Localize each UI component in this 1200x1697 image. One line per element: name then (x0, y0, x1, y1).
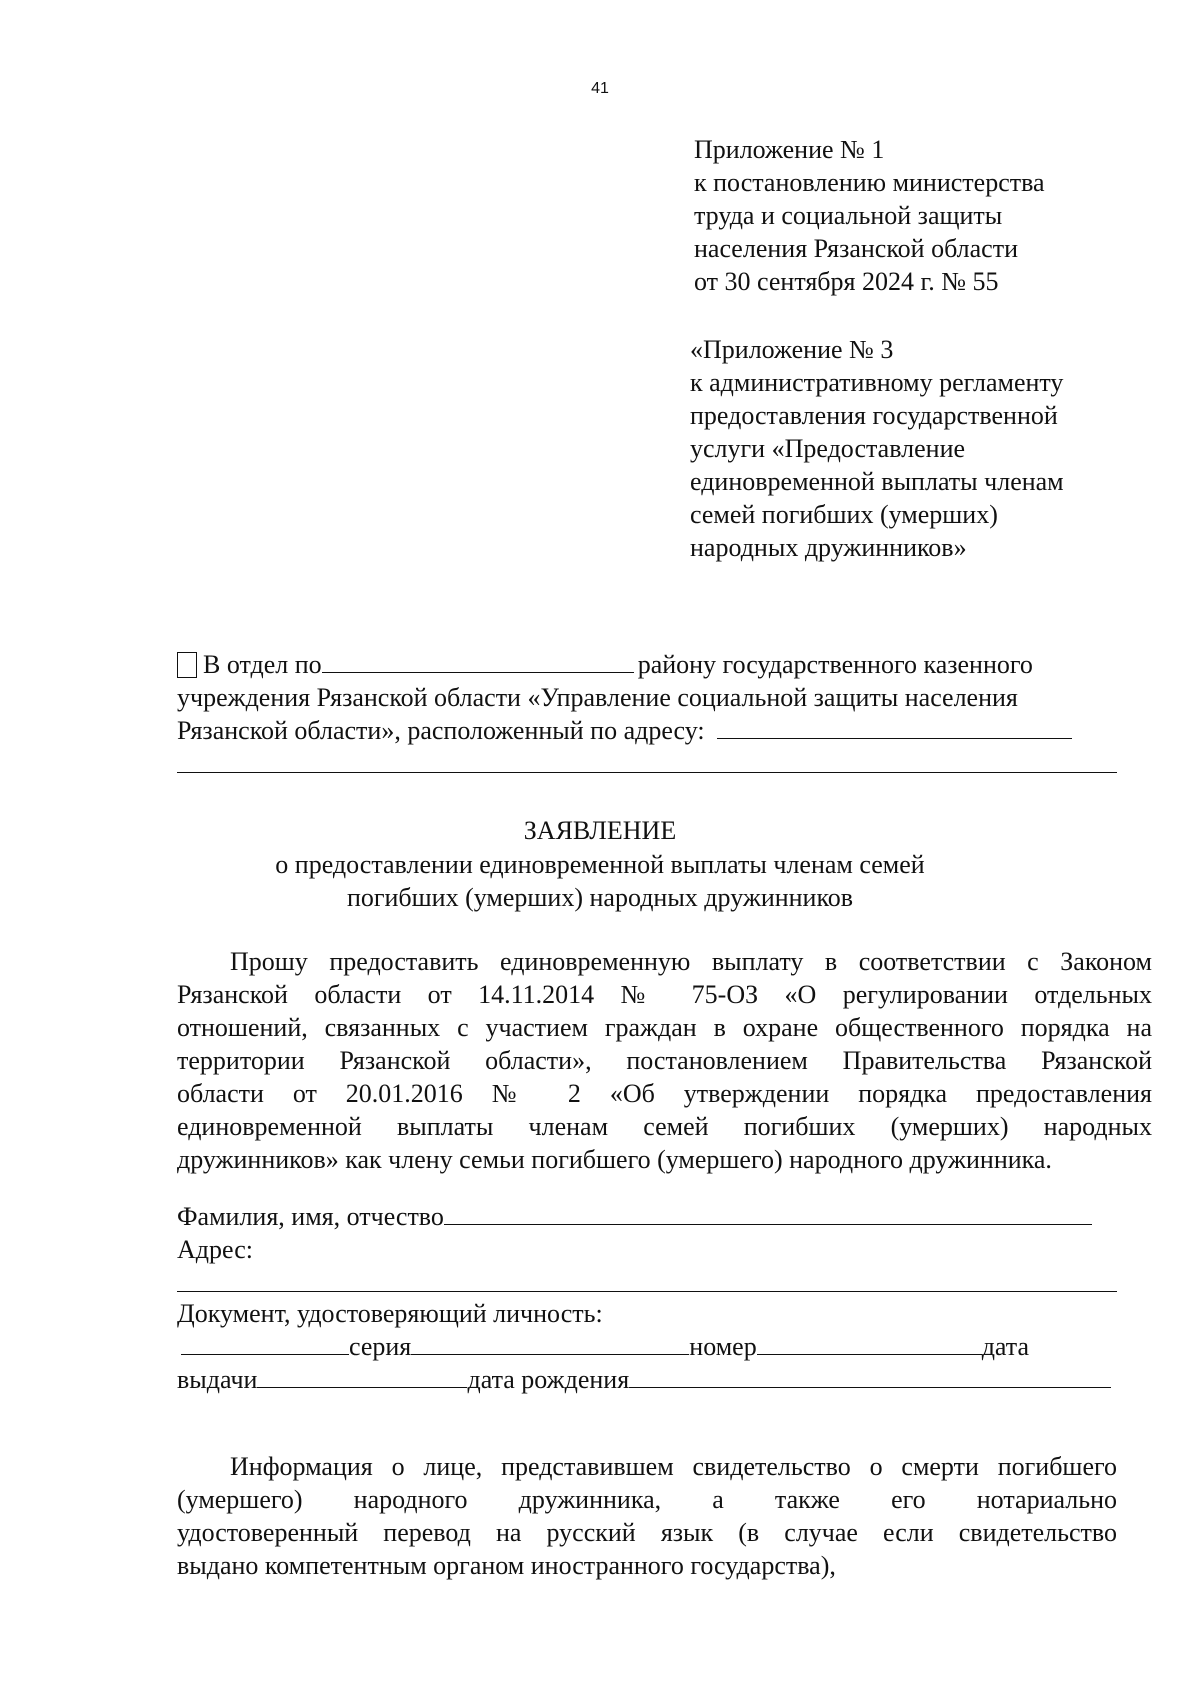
appendix-line: единовременной выплаты членам (690, 467, 1064, 496)
address-field-continuation[interactable] (177, 772, 1117, 773)
issue-row (177, 1363, 1152, 1396)
addressee-line-3 (177, 714, 1152, 747)
document-subtitle-2: погибших (умерших) народных дружинников (346, 883, 854, 912)
addressee-text-b: району государственного казенного (637, 650, 1033, 679)
appendix-line: народных дружинников» (690, 533, 967, 562)
appendix-line: услуги «Предоставление (690, 434, 966, 463)
info-line: Информация о лице, представившем свидетельство о смерти погибшего (230, 1452, 1117, 1481)
addressee-line-2: учреждения Рязанской области «Управление социальной защиты населения (177, 683, 1018, 712)
appendix-1-header (694, 133, 1045, 298)
department-checkbox[interactable] (177, 652, 197, 678)
appendix-line: Приложение № 1 (694, 135, 885, 164)
address-label: Адрес: (177, 1235, 253, 1264)
fio-label: Фамилия, имя, отчество (177, 1202, 444, 1231)
document-type-field[interactable] (181, 1332, 349, 1355)
addressee-line-1 (177, 648, 1152, 681)
appendix-3-header (690, 333, 1064, 564)
info-line: (умершего) народного дружинника, а также его нотариально (177, 1485, 1117, 1514)
addressee-address-label: Рязанской области», расположенный по адресу: (177, 716, 705, 745)
birth-label: дата рождения (467, 1365, 630, 1394)
personal-data-fields (177, 1200, 1152, 1266)
series-field[interactable] (411, 1332, 689, 1355)
page-number: 41 (591, 80, 609, 97)
issue-label: выдачи (177, 1365, 258, 1394)
appendix-line: населения Рязанской области (694, 234, 1018, 263)
address-field[interactable] (717, 716, 1072, 739)
appendix-line: от 30 сентября 2024 г. № 55 (694, 267, 999, 296)
appendix-line: семей погибших (умерших) (690, 500, 998, 529)
birth-date-field[interactable] (629, 1365, 1111, 1388)
request-line: отношений, связанных с участием граждан в охране общественного порядка на (177, 1013, 1152, 1042)
request-line: Прошу предоставить единовременную выплату в соответствии с Законом (230, 947, 1152, 976)
info-line-last: выдано компетентным органом иностранного государства), (177, 1551, 836, 1580)
request-line: Рязанской области от 14.11.2014 № 75-ОЗ «О регулировании отдельных (177, 980, 1152, 1009)
number-label: номер (689, 1332, 757, 1361)
fio-field[interactable] (444, 1202, 1092, 1225)
request-line: единовременной выплаты членам семей погибших (умерших) народных (177, 1112, 1152, 1141)
request-line: территории Рязанской области», постановлением Правительства Рязанской (177, 1046, 1152, 1075)
address-input-line[interactable] (177, 1291, 1117, 1292)
info-paragraph (177, 1450, 1117, 1582)
document-row (177, 1330, 1152, 1363)
request-paragraph (177, 945, 1152, 1176)
info-line: удостоверенный перевод на русский язык (в случае если свидетельство (177, 1518, 1117, 1547)
request-line: области от 20.01.2016 № 2 «Об утверждении порядка предоставления (177, 1079, 1152, 1108)
document-subtitle-1: о предоставлении единовременной выплаты членам семей (275, 850, 925, 879)
addressee-text-a: В отдел по (203, 650, 322, 679)
series-label: серия (349, 1332, 412, 1361)
document-label: Документ, удостоверяющий личность: (177, 1299, 603, 1328)
request-line-last: дружинников» как члену семьи погибшего (умершего) народного дружинника. (177, 1145, 1052, 1174)
appendix-line: «Приложение № 3 (690, 335, 894, 364)
appendix-line: предоставления государственной (690, 401, 1058, 430)
number-field[interactable] (757, 1332, 982, 1355)
issue-date-field[interactable] (257, 1365, 467, 1388)
document-fields (177, 1297, 1152, 1396)
appendix-line: труда и социальной защиты (694, 201, 1003, 230)
document-title: ЗАЯВЛЕНИЕ (523, 816, 677, 845)
addressee-block (177, 648, 1152, 747)
fio-row (177, 1200, 1152, 1233)
appendix-line: к постановлению министерства (694, 168, 1045, 197)
appendix-line: к административному регламенту (690, 368, 1064, 397)
district-field[interactable] (322, 650, 634, 673)
date-label: дата (981, 1332, 1030, 1361)
